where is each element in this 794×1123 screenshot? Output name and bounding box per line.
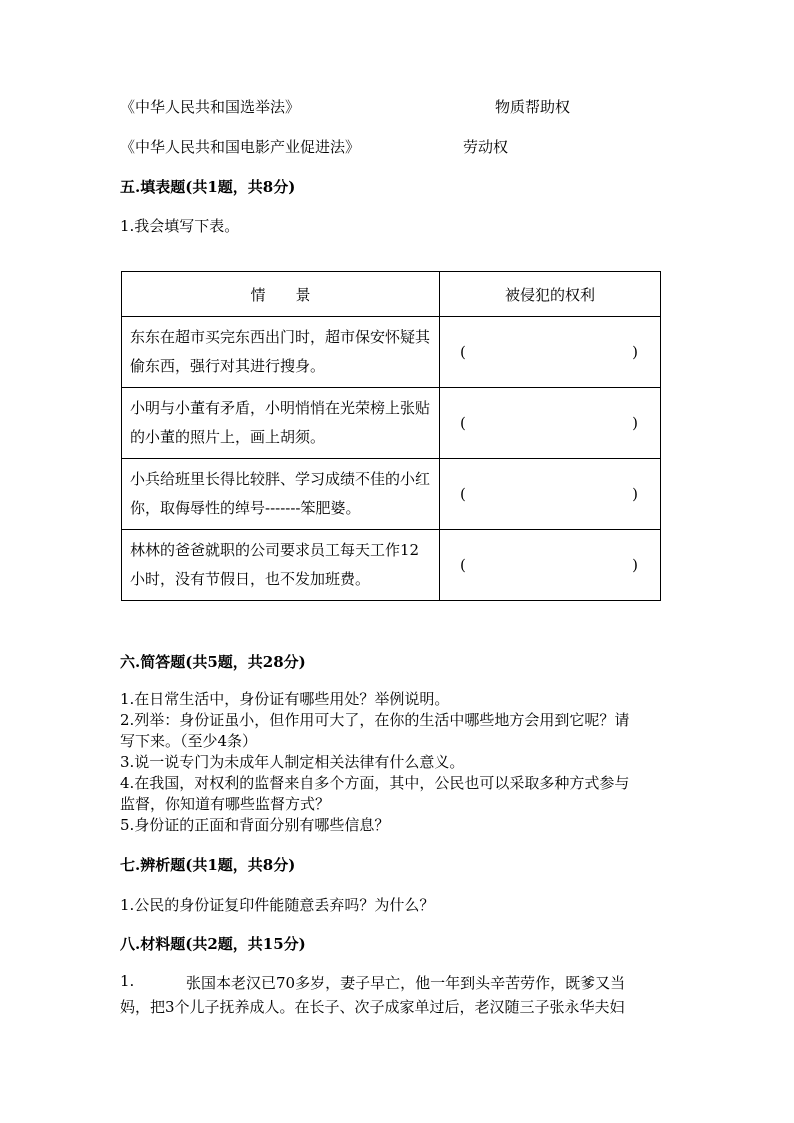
question-line: 3.说一说专门为未成年人制定相关法律有什么意义。 — [120, 753, 465, 771]
question-line: 写下来。（至少4条） — [120, 732, 258, 750]
question-text: 1.公民的身份证复印件能随意丢弃吗？为什么？ — [120, 896, 435, 914]
close-paren: ) — [632, 343, 638, 361]
table-row — [122, 317, 661, 388]
open-paren: ( — [460, 343, 466, 361]
law-item: 《中华人民共和国电影产业促进法》 — [120, 138, 361, 156]
question-line: 2.列举：身份证虽小，但作用可大了，在你的生活中哪些地方会用到它呢？请 — [120, 711, 630, 729]
material-line: 张国本老汉已70多岁，妻子早亡，他一年到头辛苦劳作，既爹又当 — [186, 974, 626, 992]
section-title: 八.材料题(共2题，共15分) — [120, 935, 306, 953]
table-header-row — [122, 272, 661, 317]
open-paren: ( — [460, 556, 466, 574]
question-line: 4.在我国，对权利的监督来自多个方面，其中，公民也可以采取多种方式参与 — [120, 774, 630, 792]
close-paren: ) — [632, 414, 638, 432]
open-paren: ( — [460, 485, 466, 503]
scene-cell: 小明与小董有矛盾，小明悄悄在光荣榜上张贴的小董的照片上，画上胡须。 — [122, 388, 440, 459]
right-item: 劳动权 — [463, 138, 509, 156]
fill-in-table — [121, 271, 661, 601]
table-row — [122, 459, 661, 530]
table-header-scene: 情 景 — [122, 272, 440, 317]
question-number: 1. — [120, 972, 135, 990]
right-item: 物质帮助权 — [495, 98, 571, 116]
scene-cell: 林林的爸爸就职的公司要求员工每天工作12小时，没有节假日，也不发加班费。 — [122, 530, 440, 601]
material-line: 妈，把3个儿子抚养成人。在长子、次子成家单过后，老汉随三子张永华夫妇 — [120, 998, 625, 1016]
close-paren: ) — [632, 485, 638, 503]
table-row — [122, 388, 661, 459]
open-paren: ( — [460, 414, 466, 432]
answer-cell[interactable] — [440, 317, 661, 388]
table-header-right: 被侵犯的权利 — [440, 272, 661, 317]
section-title: 六.简答题(共5题，共28分) — [120, 653, 306, 671]
answer-cell[interactable] — [440, 388, 661, 459]
close-paren: ) — [632, 556, 638, 574]
scene-cell: 东东在超市买完东西出门时，超市保安怀疑其偷东西，强行对其进行搜身。 — [122, 317, 440, 388]
law-item: 《中华人民共和国选举法》 — [120, 98, 301, 116]
question-text: 1.我会填写下表。 — [120, 217, 240, 235]
answer-cell[interactable] — [440, 459, 661, 530]
question-line: 5.身份证的正面和背面分别有哪些信息？ — [120, 816, 390, 834]
section-title: 七.辨析题(共1题，共8分) — [120, 856, 296, 874]
question-line: 监督，你知道有哪些监督方式？ — [120, 795, 331, 813]
table-row — [122, 530, 661, 601]
scene-cell: 小兵给班里长得比较胖、学习成绩不佳的小红你，取侮辱性的绰号-------笨肥婆。 — [122, 459, 440, 530]
question-line: 1.在日常生活中，身份证有哪些用处？举例说明。 — [120, 690, 450, 708]
answer-cell[interactable] — [440, 530, 661, 601]
section-title: 五.填表题(共1题，共8分) — [120, 178, 296, 196]
